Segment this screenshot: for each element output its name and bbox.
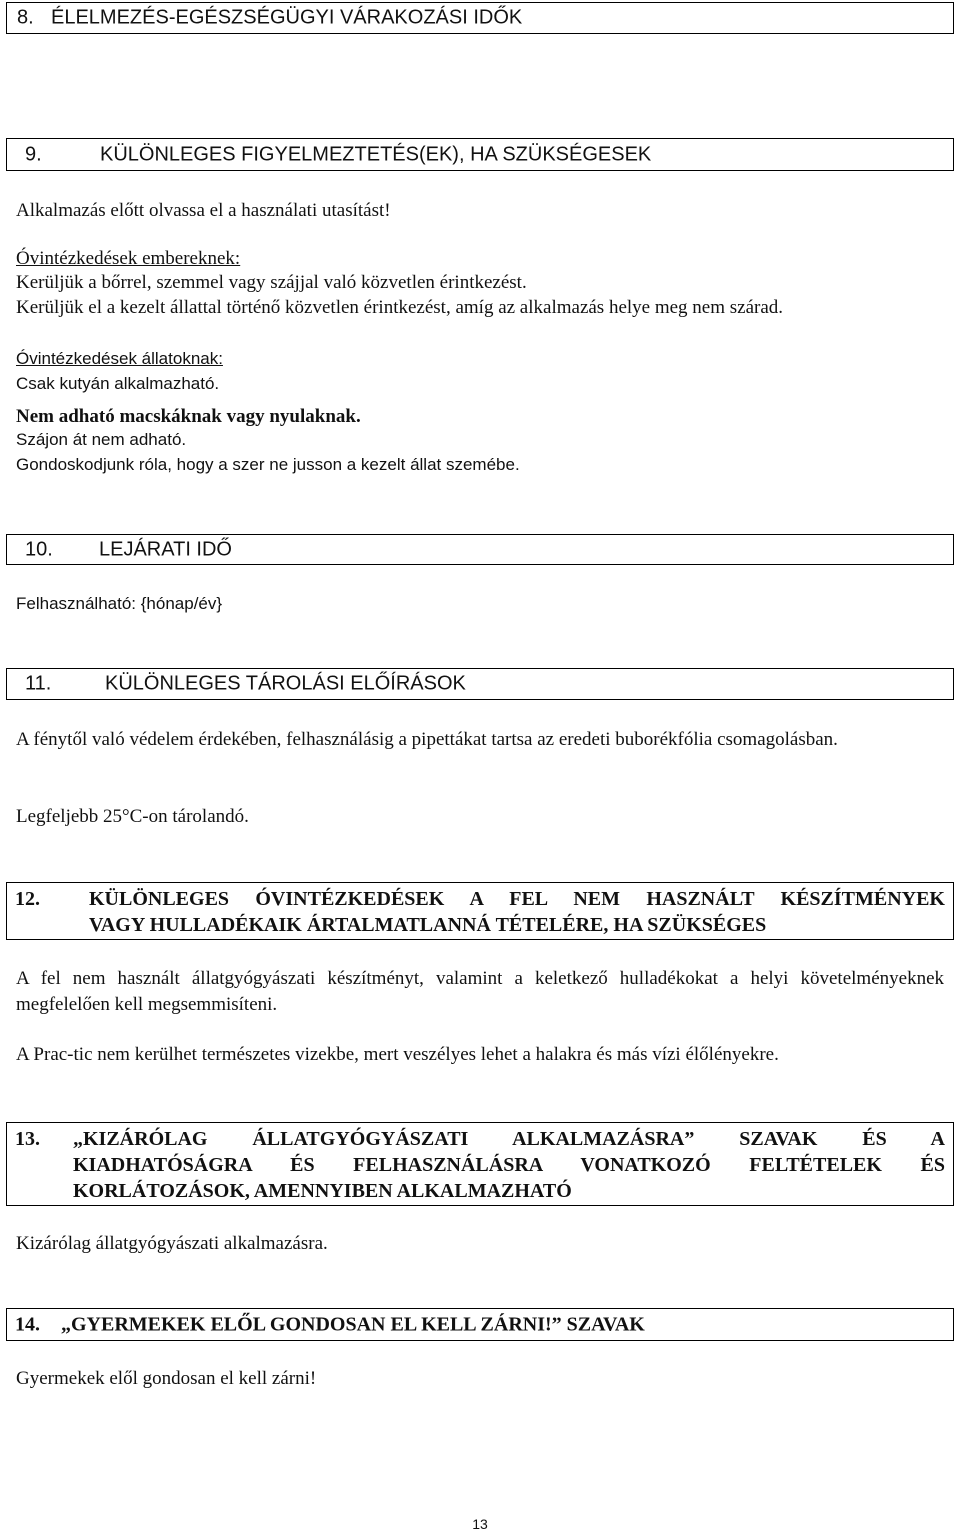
animals-precaution-2: Nem adható macskáknak vagy nyulaknak. [16,406,361,427]
section-10-title: LEJÁRATI IDŐ [99,538,232,560]
section-9-header [6,138,954,171]
section-8-title: ÉLELMEZÉS-EGÉSZSÉGÜGYI VÁRAKOZÁSI IDŐK [51,6,523,29]
section-12-title [89,886,945,938]
animals-precaution-1: Csak kutyán alkalmazható. [16,374,220,393]
section-14-header [6,1308,954,1341]
section-8-header [6,2,954,34]
section-13-text: Kizárólag állatgyógyászati alkalmazásra. [16,1233,328,1254]
section-13-title-line-3: KORLÁTOZÁSOK, AMENNYIBEN ALKALMAZHATÓ [73,1180,572,1202]
section-11-number: 11. [25,672,52,695]
section-8-number: 8. [17,6,34,29]
section-11-header [6,668,954,700]
section-13-title-line-2: KIADHATÓSÁGRA ÉS FELHASZNÁLÁSRA VONATKOZÓ FELTÉTELEK ÉS [73,1154,945,1176]
section-14-number: 14. [15,1313,40,1335]
section-10-text: Felhasználható: {hónap/év} [16,594,223,613]
humans-precaution-1: Kerüljük a bőrrel, szemmel vagy szájjal való közvetlen érintkezést. [16,272,527,293]
section-9-number: 9. [25,143,42,165]
animals-precaution-3: Szájon át nem adható. [16,430,187,449]
section-11-paragraph-1: A fénytől való védelem érdekében, felhasználásig a pipettákat tartsa az eredeti buborékfólia csomagolásban. [16,729,838,750]
animals-precautions-heading: Óvintézkedések állatoknak: [16,349,223,368]
section-10-number: 10. [25,538,53,560]
section-13-number: 13. [15,1128,40,1150]
page-number: 13 [472,1516,488,1532]
section-13-title-line-1: „KIZÁRÓLAG ÁLLATGYÓGYÁSZATI ALKALMAZÁSRA” SZAVAK ÉS A [73,1128,945,1150]
section-12-number: 12. [15,888,40,910]
section-11-title: KÜLÖNLEGES TÁROLÁSI ELŐÍRÁSOK [105,672,466,695]
section-9-title: KÜLÖNLEGES FIGYELMEZTETÉS(EK), HA SZÜKSÉGESEK [100,143,652,165]
section-12-paragraph-1: A fel nem használt állatgyógyászati készítményt, valamint a keletkező hulladékokat a helyi követelményeknek megfelelően kell megsemmisíteni. [16,968,944,1015]
section-12-header [6,882,954,940]
section-13-header [6,1122,954,1206]
animals-precaution-4: Gondoskodjunk róla, hogy a szer ne jusson a kezelt állat szemébe. [16,455,520,474]
section-14-text: Gyermekek elől gondosan el kell zárni! [16,1368,317,1389]
section-12-paragraph-2: A Prac-tic nem kerülhet természetes vizekbe, mert veszélyes lehet a halakra és más vízi élőlényekre. [16,1044,779,1065]
section-11-paragraph-2: Legfeljebb 25°C-on tárolandó. [16,806,249,827]
humans-precautions-heading: Óvintézkedések embereknek: [16,248,241,269]
section-9-intro: Alkalmazás előtt olvassa el a használati utasítást! [16,200,391,221]
section-14-title: „GYERMEKEK ELŐL GONDOSAN EL KELL ZÁRNI!” SZAVAK [61,1313,645,1335]
section-10-header [6,534,954,565]
section-13-title [73,1126,945,1204]
section-12-title-line-1: KÜLÖNLEGES ÓVINTÉZKEDÉSEK A FEL NEM HASZNÁLT KÉSZÍTMÉNYEK [89,888,945,910]
section-12-title-line-2: VAGY HULLADÉKAIK ÁRTALMATLANNÁ TÉTELÉRE, HA SZÜKSÉGES [89,914,767,936]
humans-precaution-2: Kerüljük el a kezelt állattal történő közvetlen érintkezést, amíg az alkalmazás helye meg nem szárad. [16,297,784,318]
